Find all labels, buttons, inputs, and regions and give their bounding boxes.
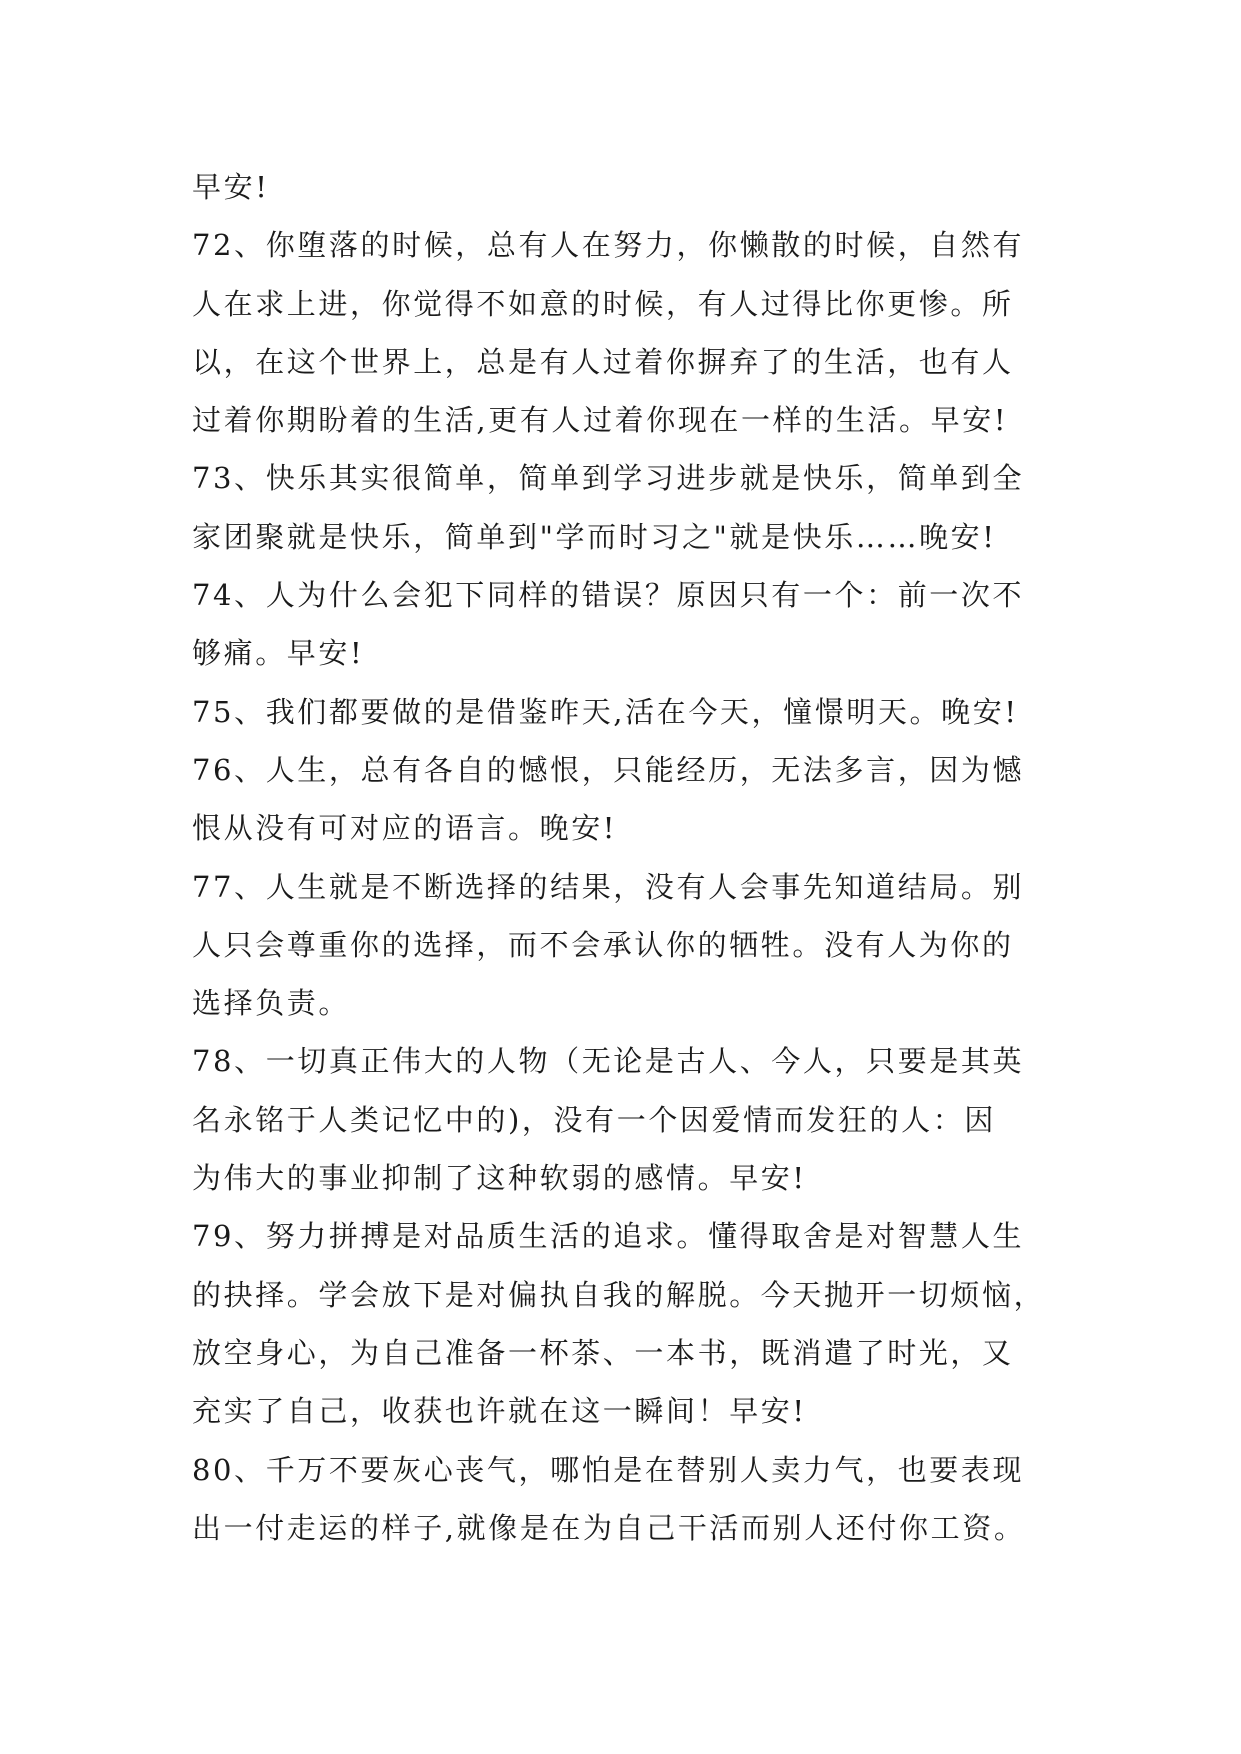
text-line: 选择负责。 bbox=[192, 986, 351, 1021]
body-text bbox=[192, 158, 1072, 1557]
text-line: 75、我们都要做的是借鉴昨天,活在今天，憧憬明天。晚安! bbox=[192, 694, 1019, 729]
text-line: 人在求上进，你觉得不如意的时候，有人过得比你更惨。所 bbox=[192, 286, 1014, 321]
text-line: 放空身心，为自己准备一杯茶、一本书，既消遣了时光，又 bbox=[192, 1335, 1014, 1370]
text-line: 80、千万不要灰心丧气，哪怕是在替别人卖力气，也要表现 bbox=[192, 1452, 1025, 1487]
text-line: 名永铭于人类记忆中的)，没有一个因爱情而发狂的人：因 bbox=[192, 1102, 996, 1137]
text-line: 为伟大的事业抑制了这种软弱的感情。早安! bbox=[192, 1161, 807, 1196]
text-line: 72、你堕落的时候，总有人在努力，你懒散的时候，自然有 bbox=[192, 228, 1025, 263]
text-line: 79、努力拼搏是对品质生活的追求。懂得取舍是对智慧人生 bbox=[192, 1219, 1025, 1254]
text-line: 的抉择。学会放下是对偏执自我的解脱。今天抛开一切烦恼， bbox=[192, 1277, 1046, 1312]
text-line: 人只会尊重你的选择，而不会承认你的牺牲。没有人为你的 bbox=[192, 927, 1014, 962]
text-line: 以，在这个世界上，总是有人过着你摒弃了的生活，也有人 bbox=[192, 344, 1014, 379]
text-line: 74、人为什么会犯下同样的错误？原因只有一个：前一次不 bbox=[192, 578, 1025, 613]
text-line: 出一付走运的样子,就像是在为自己干活而别人还付你工资。 bbox=[192, 1510, 1026, 1545]
text-line: 73、快乐其实很简单，简单到学习进步就是快乐，简单到全 bbox=[192, 461, 1025, 496]
text-line: 77、人生就是不断选择的结果，没有人会事先知道结局。别 bbox=[192, 869, 1025, 904]
text-line: 恨从没有可对应的语言。晚安! bbox=[192, 811, 618, 846]
text-line: 充实了自己，收获也许就在这一瞬间！早安! bbox=[192, 1394, 807, 1429]
text-line: 家团聚就是快乐，简单到"学而时习之"就是快乐……晚安! bbox=[192, 519, 997, 554]
text-line: 早安! bbox=[192, 170, 270, 204]
text-line: 够痛。早安! bbox=[192, 636, 365, 671]
text-line: 过着你期盼着的生活,更有人过着你现在一样的生活。早安! bbox=[192, 403, 1009, 438]
text-line: 76、人生，总有各自的憾恨，只能经历，无法多言，因为憾 bbox=[192, 752, 1025, 787]
text-line: 78、一切真正伟大的人物（无论是古人、今人，只要是其英 bbox=[192, 1044, 1025, 1079]
